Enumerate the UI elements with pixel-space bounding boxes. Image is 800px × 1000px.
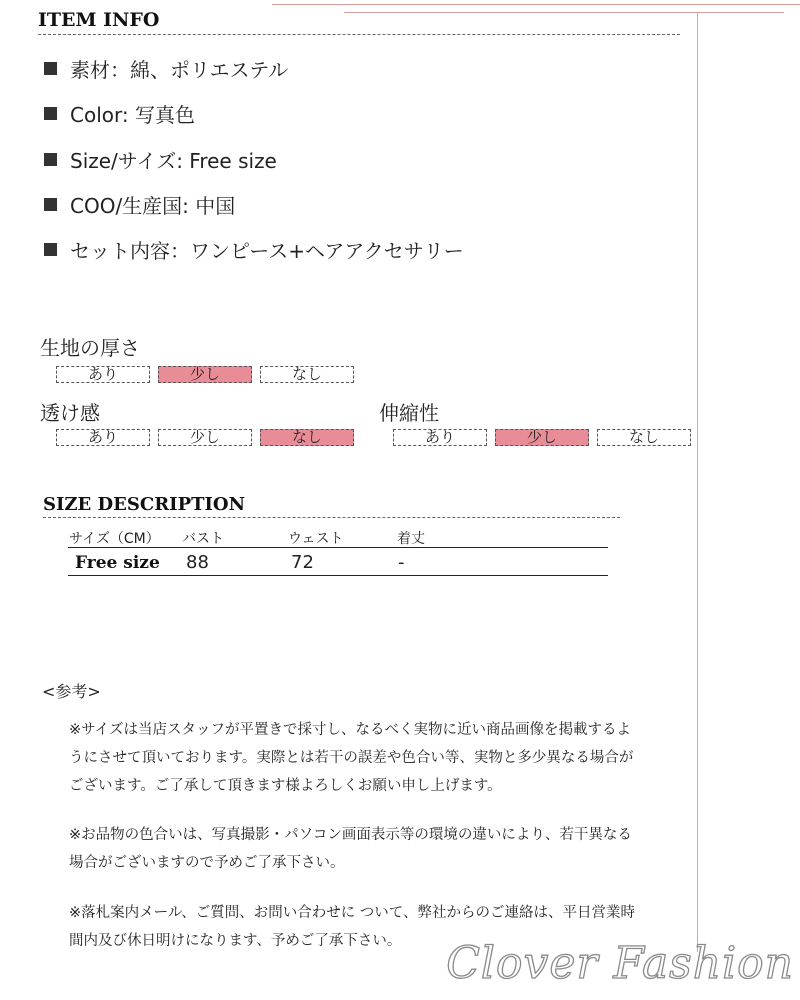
size-header-underline: [68, 547, 608, 548]
bullet-text: Size/サイズ: Free size: [70, 149, 277, 173]
note-paragraph-size: [69, 716, 633, 800]
size-row-bust: 88: [186, 552, 209, 573]
item-info-title: ITEM INFO: [38, 9, 160, 31]
note-line: うにさせて頂いております。実際とは若干の誤差や色合い等、実物と多少異なる場合が: [69, 750, 634, 766]
transparency-option-nashi: なし: [260, 429, 354, 446]
item-info-divider: [38, 34, 680, 35]
transparency-option-sukoshi: 少し: [158, 429, 252, 446]
item-info-bullet-color: [44, 99, 195, 128]
item-info-bullet-size: [44, 145, 277, 174]
item-info-bullet-coo: [44, 190, 235, 219]
bullet-square-icon: [44, 243, 57, 256]
size-row-length: -: [398, 552, 405, 573]
bullet-text: COO/生産国: 中国: [70, 194, 236, 218]
thickness-option-ari: あり: [56, 366, 150, 383]
transparency-label: 透け感: [40, 401, 100, 425]
item-info-bullet-material: [44, 54, 288, 83]
note-line: ※サイズは当店スタッフが平置きで採寸し、なるべく実物に近い商品画像を掲載するよ: [69, 722, 631, 738]
size-header-size: サイズ（CM）: [69, 531, 160, 547]
thickness-label: 生地の厚さ: [40, 336, 140, 360]
bullet-square-icon: [44, 198, 57, 211]
size-description-title: SIZE DESCRIPTION: [43, 494, 246, 515]
bullet-text: Color: 写真色: [70, 103, 195, 127]
bullet-text: セット内容：ワンピース+ヘアアクセサリー: [70, 239, 464, 263]
bullet-square-icon: [44, 62, 57, 75]
note-line: 間内及び休日明けになります、予めご了承下さい。: [69, 933, 402, 949]
size-header-bust: バスト: [182, 531, 224, 547]
stretch-option-ari: あり: [393, 429, 487, 446]
frame-line-right: [697, 12, 698, 952]
stretch-option-sukoshi: 少し: [495, 429, 589, 446]
size-header-length: 着丈: [397, 531, 425, 547]
note-paragraph-color: [69, 821, 632, 877]
note-line: 場合がございますので予めご了承下さい。: [69, 855, 345, 871]
size-row-label: Free size: [75, 553, 160, 573]
bullet-square-icon: [44, 107, 57, 120]
bullet-square-icon: [44, 153, 57, 166]
size-header-waist: ウェスト: [288, 531, 344, 547]
notes-heading: <参考>: [42, 682, 101, 701]
note-line: ございます。ご了承して頂きます様よろしくお願い申し上げます。: [69, 778, 502, 794]
note-line: ※落札案内メール、ご質問、お問い合わせに ついて、弊社からのご連絡は、平日営業時: [69, 905, 636, 921]
brand-logo: Clover Fashion: [446, 938, 794, 989]
stretch-label: 伸縮性: [379, 401, 439, 425]
item-info-bullet-set: [44, 235, 464, 264]
stretch-option-nashi: なし: [597, 429, 691, 446]
note-line: ※お品物の色合いは、写真撮影・パソコン画面表示等の環境の違いにより、若干異なる: [69, 827, 632, 843]
size-row-underline: [68, 575, 608, 576]
bullet-text: 素材：綿、ポリエステル: [70, 58, 289, 82]
transparency-option-ari: あり: [56, 429, 150, 446]
frame-line-top-outer: [272, 4, 800, 5]
size-description-divider: [43, 517, 620, 518]
frame-line-top-inner: [344, 12, 784, 13]
thickness-option-nashi: なし: [260, 366, 354, 383]
thickness-option-sukoshi: 少し: [158, 366, 252, 383]
size-row-waist: 72: [291, 552, 314, 573]
